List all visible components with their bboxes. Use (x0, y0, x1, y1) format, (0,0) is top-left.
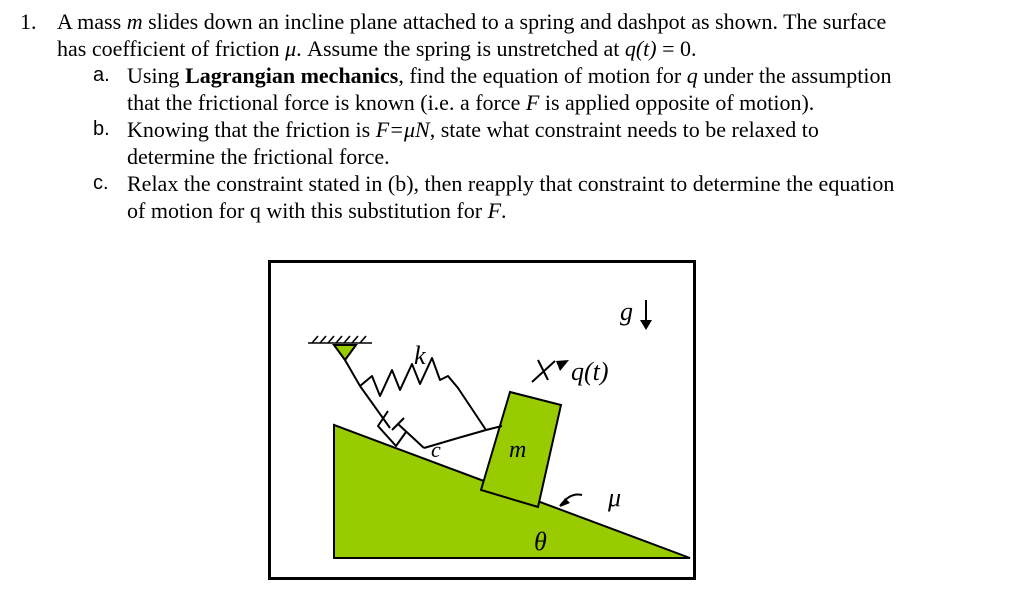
part-a-text: is applied opposite of motion). (544, 90, 815, 115)
q-label: q(t) (571, 357, 609, 386)
F-symbol: F (487, 198, 502, 223)
problem-1 (20, 8, 1010, 224)
part-a-text: that the frictional force is known (i.e. a force (127, 90, 521, 115)
part-b-text: determine the frictional force. (127, 144, 390, 169)
part-b (20, 116, 1010, 143)
problem-number: 1. (20, 9, 37, 34)
part-a-text: under the assumption (703, 63, 892, 88)
part-c-marker: c. (93, 172, 109, 194)
intro-text: A mass (57, 9, 122, 34)
part-c-text: Relax the constraint stated in (b), then reapply that constraint to determine the equation (127, 171, 895, 196)
part-a-text: , find the equation of motion for (398, 63, 682, 88)
incline-figure (268, 260, 696, 580)
mass-symbol: m (126, 9, 143, 34)
part-c-text: of motion for q with this substitution for (127, 198, 483, 223)
intro-text: slides down an incline plane attached to a spring and dashpot as shown. The surface (148, 9, 887, 34)
problem-intro-line-1 (20, 8, 1010, 35)
F-symbol: F (525, 90, 540, 115)
qt-symbol: q(t) (624, 36, 657, 61)
part-a (20, 62, 1010, 89)
q-symbol: q (686, 63, 698, 88)
intro-text: . Assume the spring is unstretched at (296, 36, 620, 61)
friction-label: μ (608, 483, 622, 512)
part-b-text: , state what constraint needs to be relaxed to (429, 117, 819, 142)
angle-label: θ (534, 527, 547, 556)
intro-text: has coefficient of friction (57, 36, 280, 61)
part-c-text: . (501, 198, 507, 223)
part-b-text: Knowing that the friction is (127, 117, 371, 142)
part-b-cont (20, 143, 1010, 170)
problem-intro-line-2 (20, 35, 1010, 62)
part-c (20, 170, 1010, 197)
part-a-cont (20, 89, 1010, 116)
part-a-text: Using (127, 63, 180, 88)
incline-diagram (268, 260, 696, 580)
friction-equation: F=μN (375, 117, 430, 142)
intro-text: = 0. (662, 36, 697, 61)
mass-label: m (509, 437, 527, 463)
part-a-marker: a. (93, 64, 110, 86)
damper-label: c (431, 437, 441, 462)
gravity-label: g (620, 297, 633, 326)
part-b-marker: b. (93, 118, 110, 140)
mu-symbol: μ (285, 36, 297, 61)
spring-label: k (414, 341, 426, 370)
lagrangian-bold: Lagrangian mechanics (185, 63, 399, 88)
part-c-cont (20, 197, 1010, 224)
